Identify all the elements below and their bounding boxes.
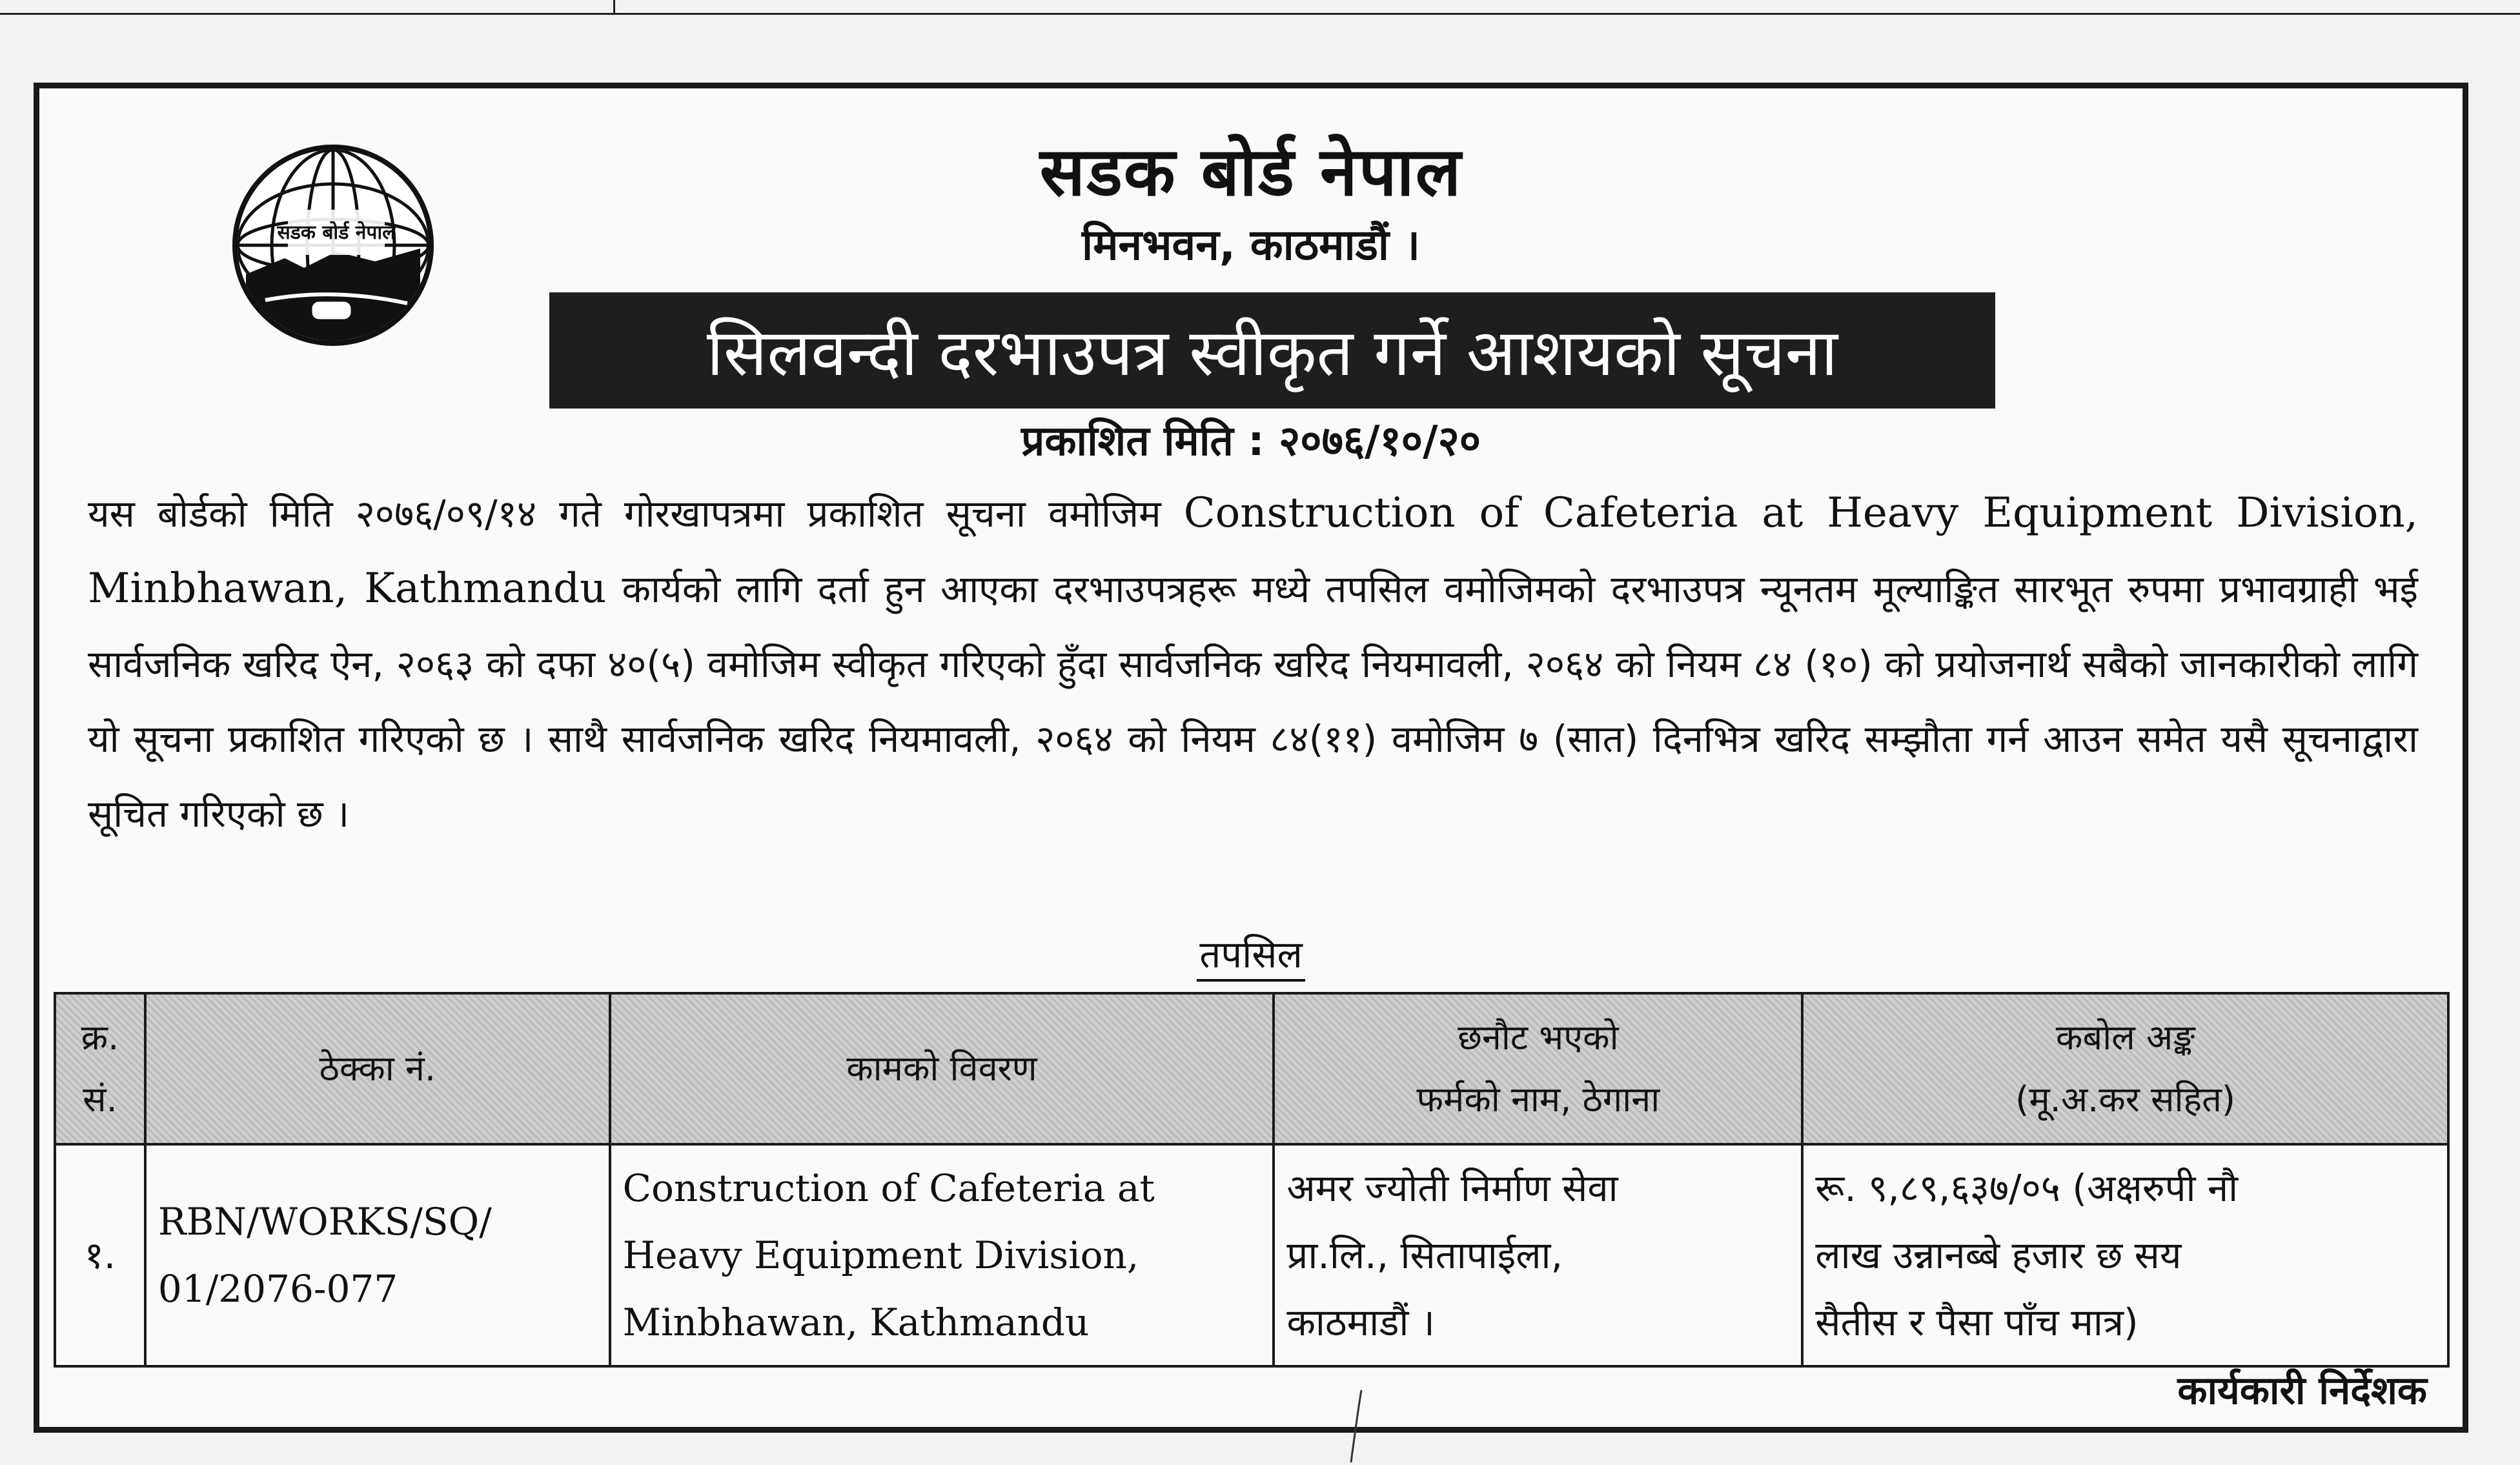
organization-name: सडक बोर्ड नेपाल <box>1039 132 1463 211</box>
header-firm: छनौट भएको फर्मको नाम, ठेगाना <box>1274 993 1802 1144</box>
cell-contract-no: RBN/WORKS/SQ/ 01/2076-077 <box>145 1144 610 1366</box>
table-row <box>55 1144 2448 1366</box>
pen-stroke-mark <box>1346 1388 1365 1465</box>
cell-firm: अमर ज्योती निर्माण सेवा प्रा.लि., सितापाईला, काठमाडौं । <box>1274 1144 1802 1366</box>
header-amount: कबोल अङ्क (मू.अ.कर सहित) <box>1802 993 2448 1144</box>
header-description: कामको विवरण <box>610 993 1274 1144</box>
header-contract-no: ठेक्का नं. <box>145 993 610 1144</box>
header-serial: क्र. सं. <box>55 993 145 1144</box>
logo-text: सडक बोर्ड नेपाल <box>277 221 396 244</box>
body-part-1: यस बोर्डको मिति २०७६/०९/१४ गते गोरखापत्रमा प्रकाशित सूचना वमोजिम <box>88 492 1184 536</box>
cell-description: Construction of Cafeteria at Heavy Equipment Division, Minbhawan, Kathmandu <box>610 1144 1274 1366</box>
top-border-line <box>0 0 2520 15</box>
notice-title-banner <box>549 292 1995 409</box>
notice-frame <box>34 83 2468 1433</box>
top-border-tick <box>613 0 615 13</box>
cell-amount: रू. ९,८९,६३७/०५ (अक्षरुपी नौ लाख उन्नानब्बे हजार छ सय सैतीस र पैसा पाँच मात्र) <box>1802 1144 2448 1366</box>
signature-title: कार्यकारी निर्देशक <box>2177 1368 2427 1413</box>
body-part-3: कार्यको लागि दर्ता हुन आएका दरभाउपत्रहरू मध्ये तपसिल वमोजिमको दरभाउपत्र न्यूनतम मूल्याङ्कित सारभूत रुपमा प्रभावग्राही भई सार्वजनिक खरिद ऐन, २०६३ को दफा ४०(५) वमोजिम स्वीकृत गरिएको हुँदा सार्वजनिक खरिद नियमावली, २०६४ को नियम ८४ (१०) को प्रयोजनार्थ सबैको जानकारीको लागि यो सूचना प्रकाशित गरिएको छ । साथै सार्वजनिक खरिद नियमावली, २०६४ को नियम ८४(११) वमोजिम ७ (सात) दिनभित्र खरिद सम्झौता गर्न आउन समेत यसै सूचनाद्वारा सूचित गरिएको छ । <box>88 567 2419 836</box>
schedule-title-text: तपसिल <box>1197 933 1305 982</box>
table-header-row <box>55 993 2448 1144</box>
notice-body <box>88 476 2418 851</box>
body-project-name: Construction of Cafeteria at Heavy Equipment Division, Minbhawan, Kathmandu <box>88 489 2419 612</box>
organization-address: मिनभवन, काठमाडौं । <box>1081 220 1421 270</box>
schedule-table <box>54 992 2450 1368</box>
cell-serial: १. <box>55 1144 145 1366</box>
schedule-title <box>39 927 2463 978</box>
published-date: प्रकाशित मिति : २०७६/१०/२० <box>1021 418 1481 465</box>
notice-title: सिलवन्दी दरभाउपत्र स्वीकृत गर्ने आशयको सूचना <box>706 315 1838 390</box>
